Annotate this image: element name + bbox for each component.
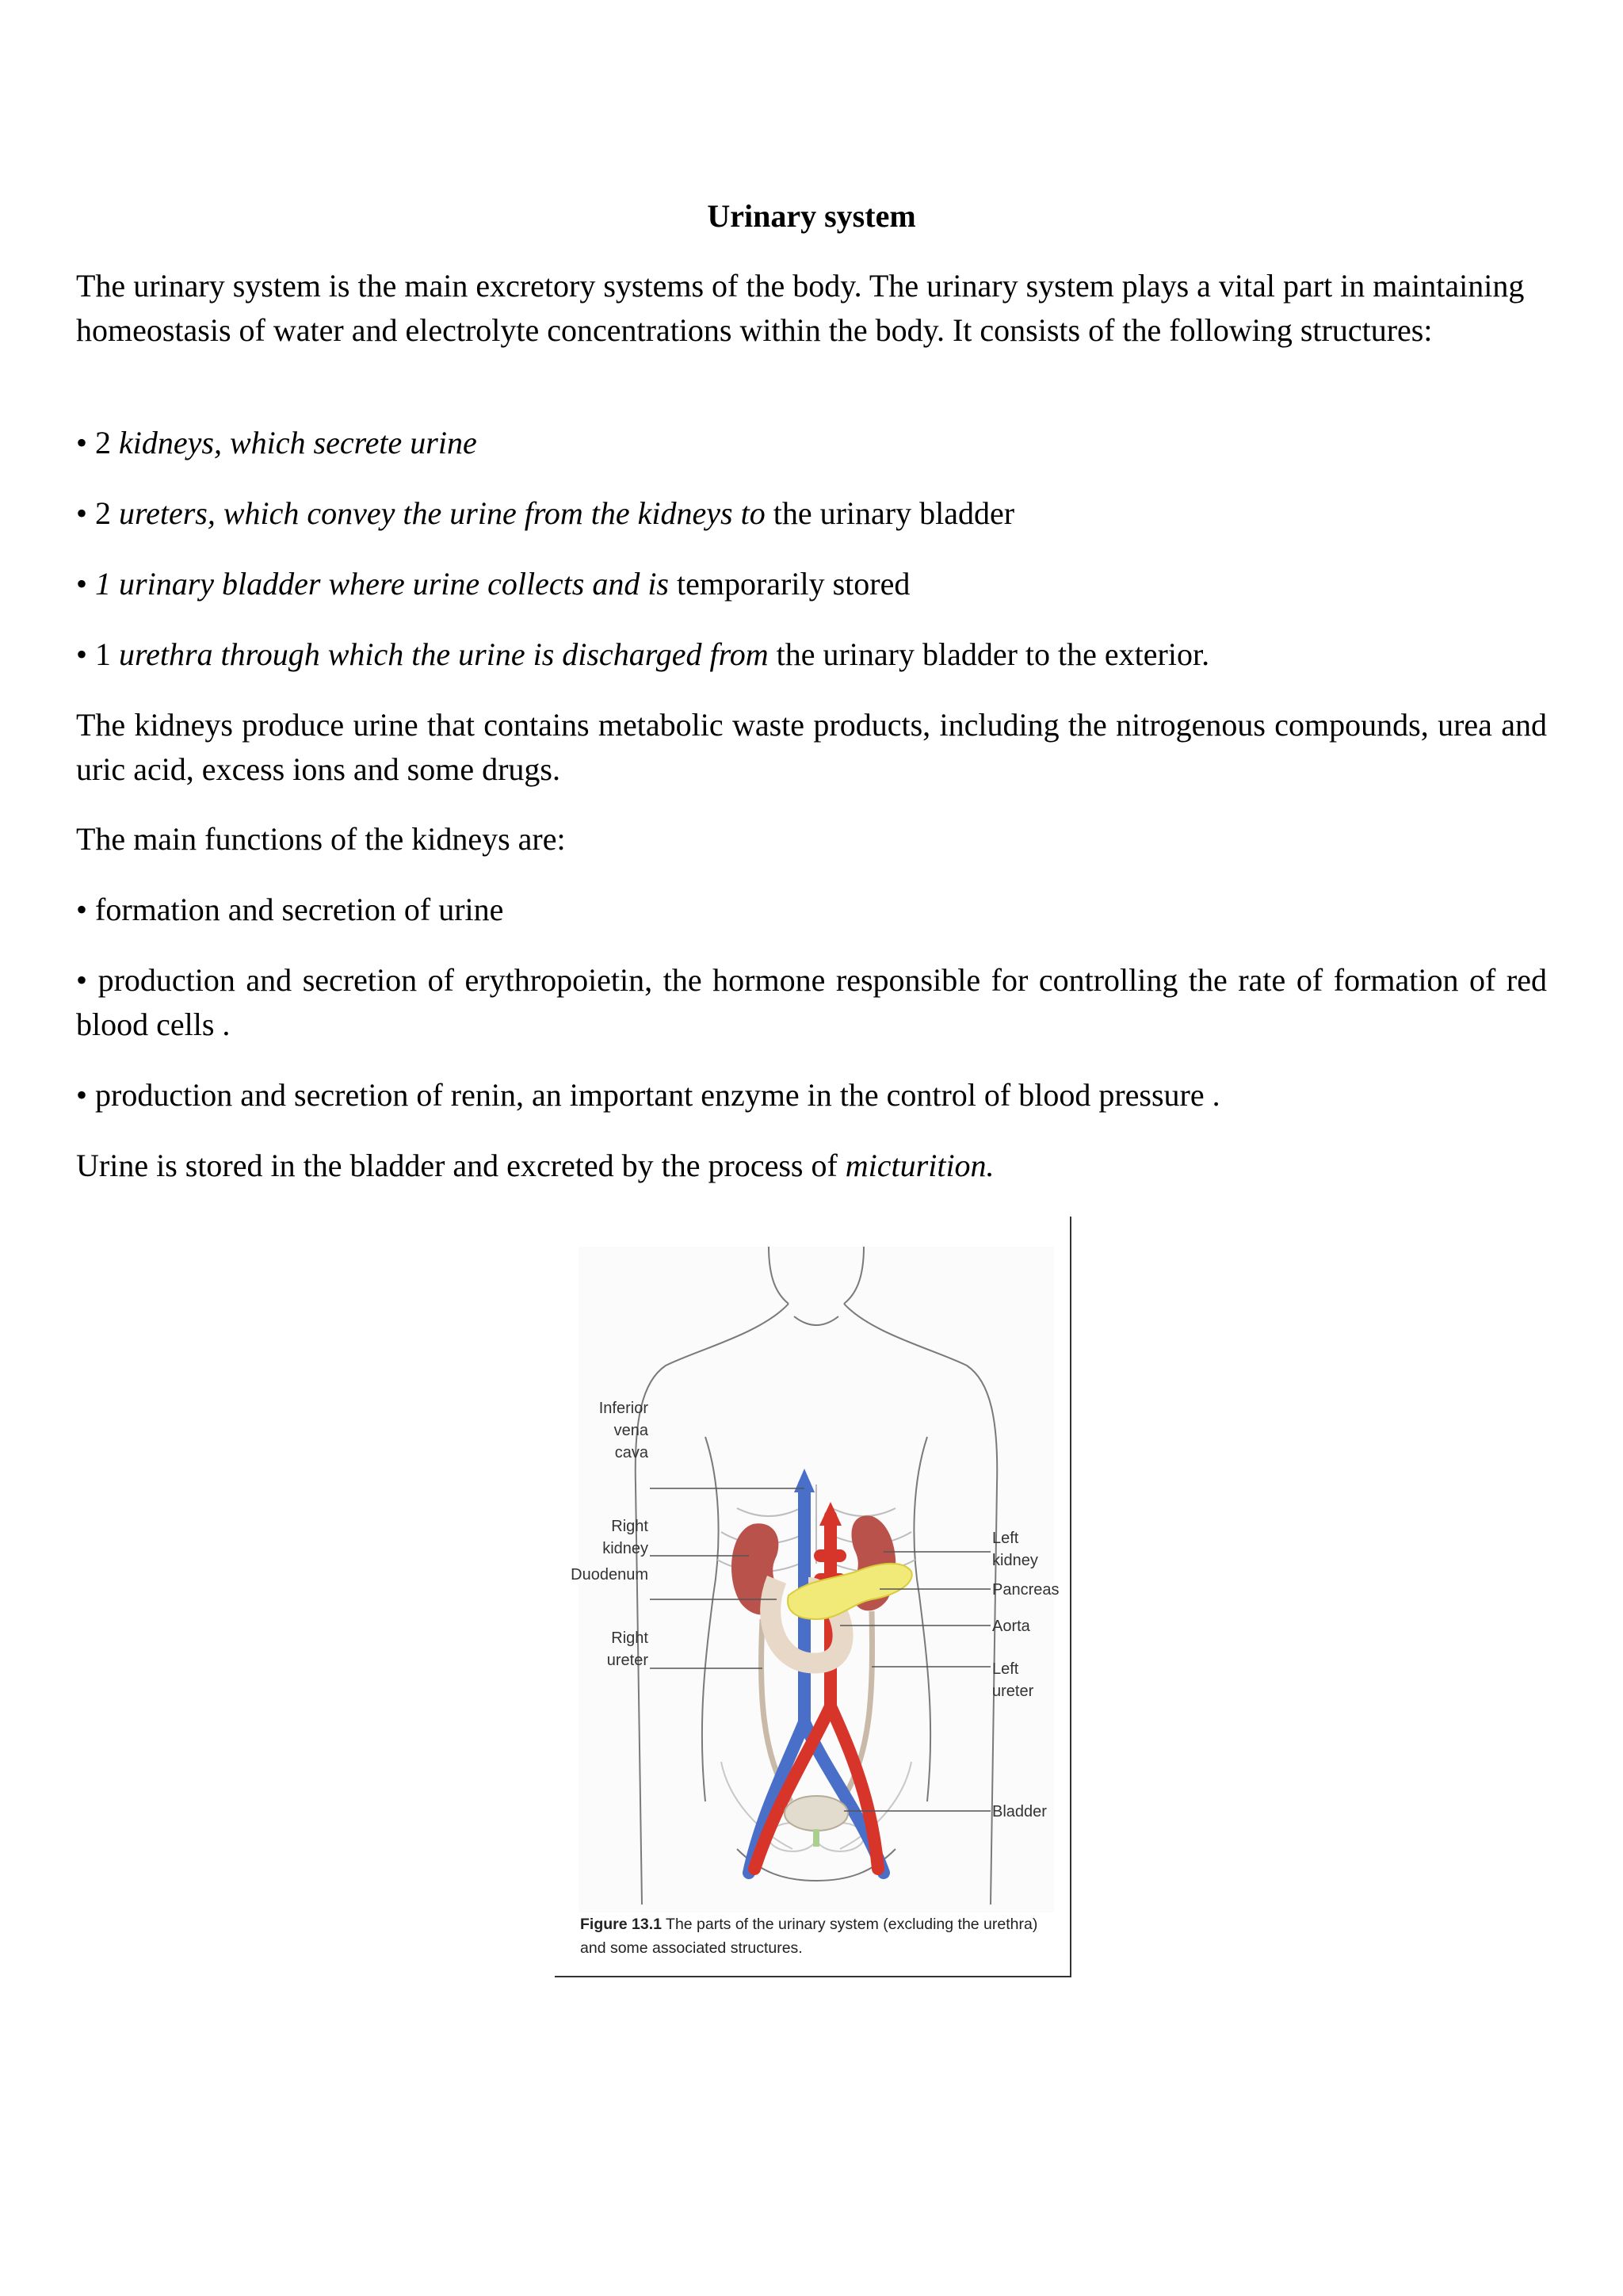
figure-frame-right: [1070, 1217, 1071, 1977]
figure-caption: [580, 1912, 1056, 1960]
list-item: [76, 562, 1547, 606]
list-item-prefix: •: [76, 566, 96, 602]
closing-italic: micturition.: [845, 1148, 995, 1183]
functions-heading: The main functions of the kidneys are:: [76, 821, 566, 857]
list-item-rest: the urinary bladder: [765, 495, 1015, 531]
urethra-stub: [813, 1829, 819, 1847]
closing-text: Urine is stored in the bladder and excreted by the process of: [76, 1148, 846, 1183]
list-item-prefix: • 1: [76, 636, 120, 672]
list-item: [76, 491, 1547, 536]
label-pancreas: Pancreas: [992, 1581, 1060, 1599]
figure-caption-label: Figure 13.1: [580, 1916, 662, 1933]
list-item-prefix: • 2: [76, 495, 120, 531]
closing-paragraph: [76, 1144, 1547, 1188]
list-item: [76, 421, 1547, 465]
function-item: • production and secretion of renin, an important enzyme in the control of blood pressure .: [76, 1077, 1220, 1113]
function-item: • formation and secretion of urine: [76, 892, 504, 927]
list-item-italic: ureters, which convey the urine from the kidneys to: [119, 495, 766, 531]
list-item-rest: the urinary bladder to the exterior.: [768, 636, 1210, 672]
figure-frame-bottom: [555, 1976, 1071, 1977]
list-item-italic: 1 urinary bladder where urine collects and is: [95, 566, 669, 602]
intro-paragraph: The urinary system is the main excretory systems of the body. The urinary system plays a vital part in maintaining homeostasis of water and electrolyte concentrations within the body. It consists of the following structures:: [76, 268, 1525, 348]
label-left-kidney: Left kidney: [992, 1530, 1038, 1569]
urinary-system-figure: [555, 1217, 1071, 1977]
label-right-ureter: Right ureter: [606, 1629, 648, 1669]
label-aorta: Aorta: [992, 1618, 1030, 1635]
list-item-rest: temporarily stored: [669, 566, 911, 602]
list-item-prefix: • 2: [76, 425, 120, 460]
list-item-italic: kidneys, which secrete urine: [119, 425, 477, 460]
list-item: [76, 632, 1547, 677]
bladder: [785, 1796, 848, 1831]
anatomy-drawing: [579, 1247, 1054, 1912]
urine-paragraph: The kidneys produce urine that contains metabolic waste products, including the nitrogenous compounds, urea and uric acid, excess ions and some drugs.: [76, 707, 1547, 787]
list-item-italic: urethra through which the urine is discharged from: [119, 636, 769, 672]
label-duodenum: Duodenum: [571, 1566, 648, 1584]
function-item: • production and secretion of erythropoietin, the hormone responsible for controlling the rate of formation of red blood cells .: [76, 962, 1547, 1042]
anatomy-illustration: [579, 1247, 1054, 1912]
label-left-ureter: Left ureter: [992, 1660, 1034, 1700]
page-title: Urinary system: [707, 198, 916, 234]
figure-caption-text: The parts of the urinary system (excluding the urethra) and some associated structures.: [580, 1916, 1038, 1957]
label-inferior-vena-cava: Inferior vena cava: [598, 1400, 648, 1461]
label-bladder: Bladder: [992, 1803, 1047, 1820]
label-right-kidney: Right kidney: [602, 1518, 648, 1557]
